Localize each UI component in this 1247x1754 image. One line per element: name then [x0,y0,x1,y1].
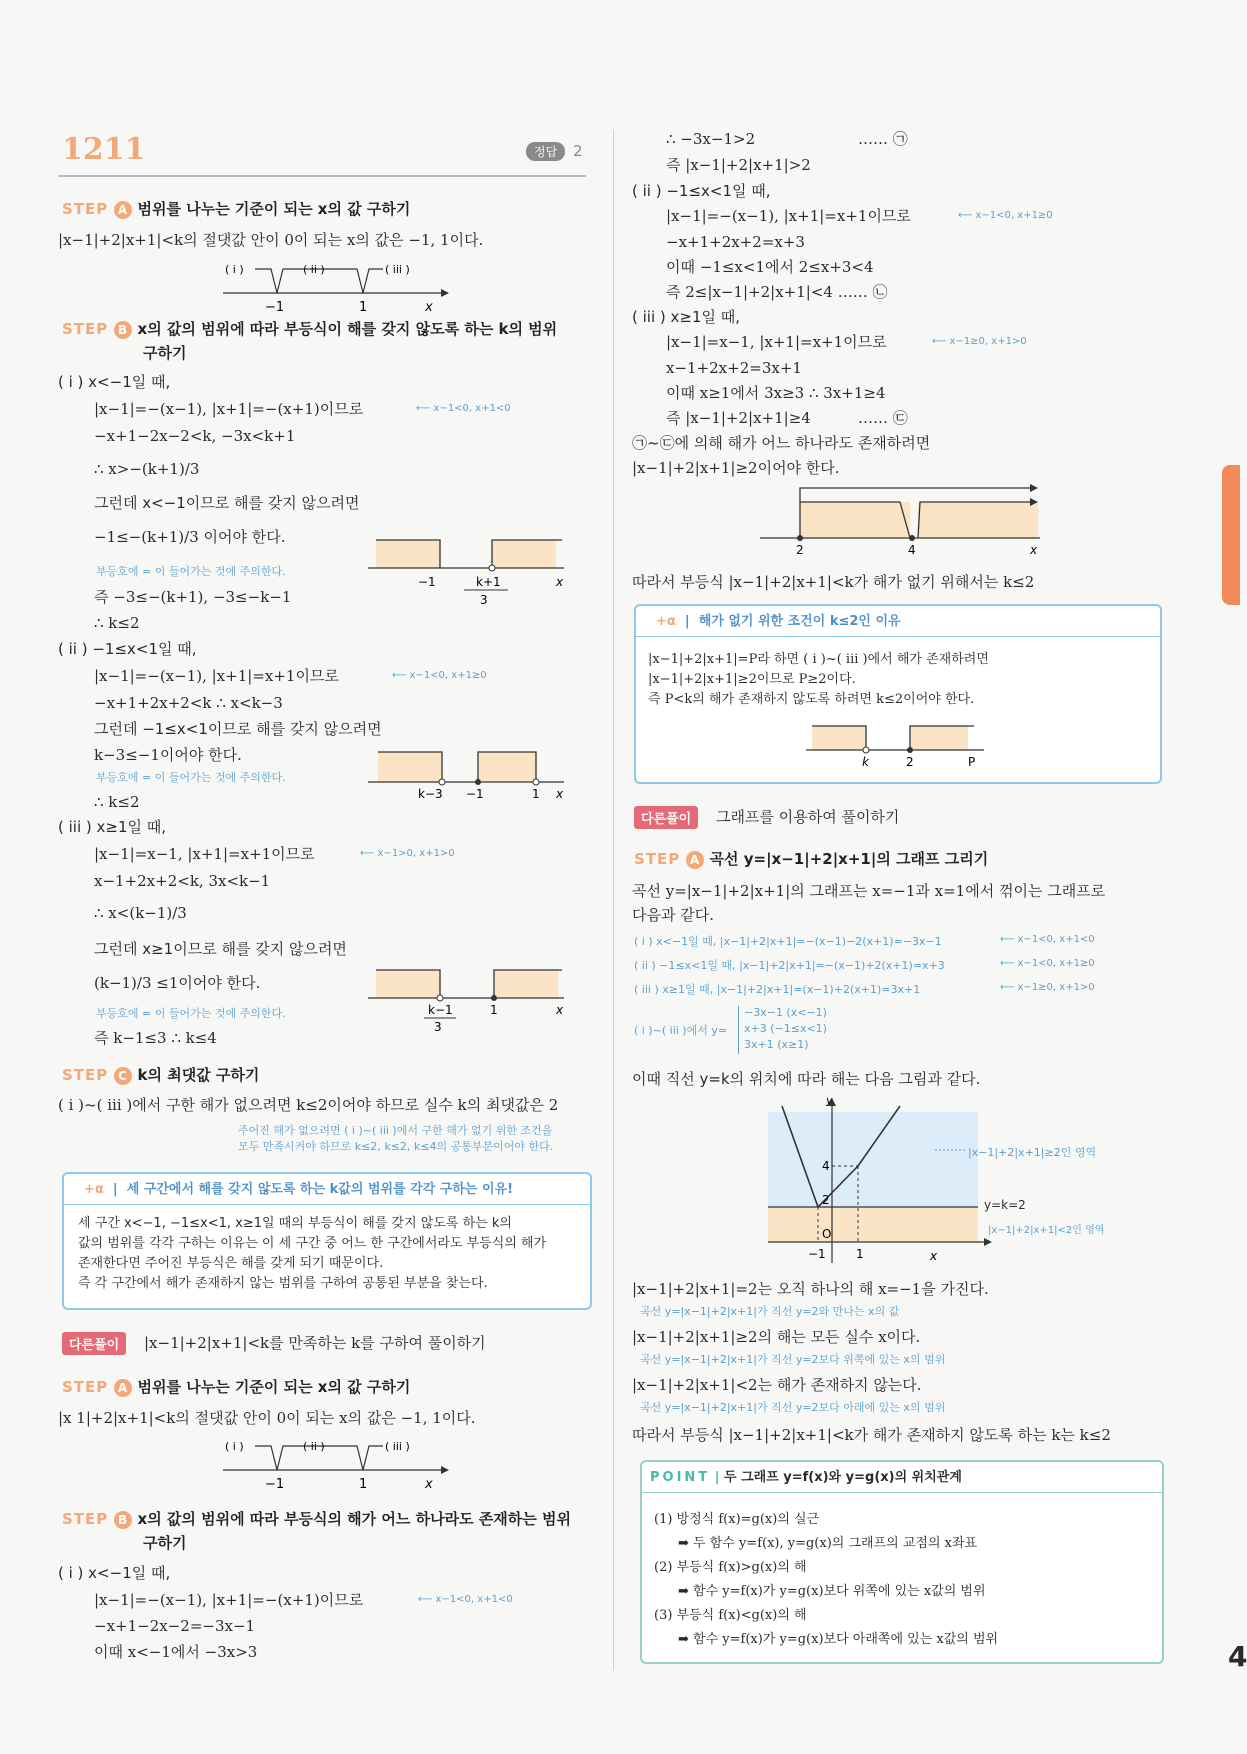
r-c4: 따라서 부등식 |x−1|+2|x+1|<k가 해가 존재하지 않도록 하는 k는 k≤2 [632,1426,1111,1444]
nl-label-i: ( i ) [225,263,244,276]
nl-label-iii: ( iii ) [385,263,410,276]
alt1-nl-iii: ( iii ) [385,1440,410,1453]
alt-solution-1-title: |x−1|+2|x+1|<k를 만족하는 k를 구하여 풀이하기 [144,1334,486,1352]
nl-minus-one: −1 [265,300,285,315]
case1-g-3: 3 [480,593,488,607]
r-pw-a: −3x−1 (x<−1) [744,1006,827,1019]
alt1-number-line [215,1432,455,1492]
case1-side: ⟵ x−1<0, x+1<0 [416,403,511,414]
nl-label-ii: ( ii ) [303,263,325,276]
gr-x: x [930,1249,938,1263]
nl-x: x [425,300,433,315]
b2-k: k [862,755,869,769]
r-case3-l4: 즉 |x−1|+2|x+1|≥4 [666,409,811,427]
alt1-case1-side: ⟵ x−1<0, x+1<0 [418,1594,513,1605]
r-p1: ( i ) x<−1일 때, |x−1|+2|x+1|=−(x−1)−2(x+1)=−3x−1 [634,935,942,948]
case2-graph [368,742,578,804]
r-s2: 다음과 같다. [632,906,714,924]
header-rule [58,175,586,177]
r-case2-l3: 이때 −1≤x<1에서 2≤x+3<4 [666,258,874,276]
answer-value: 2 [573,142,583,160]
step-c-note2: 모두 만족시켜야 하므로 k≤2, k≤2, k≤4의 공통부분이어야 한다. [238,1140,554,1153]
alt1-case1-line2: −x+1−2x−2=−3x−1 [94,1617,256,1635]
case3-head: ( iii ) x≥1일 때, [58,818,167,836]
case2-line3: 그런데 −1≤x<1이므로 해를 갖지 않으려면 [94,720,382,738]
b2-P: P [968,755,976,769]
r-case3-side: ⟵ x−1≥0, x+1>0 [932,336,1027,347]
r-c2: |x−1|+2|x+1|≥2의 해는 모든 실수 x이다. [632,1328,921,1346]
case1-g-x: x [556,575,564,589]
reason-box-1-l1: 세 구간 x<−1, −1≤x<1, x≥1일 때의 부등식이 해를 갖지 않도록 하는 k의 [78,1216,512,1231]
case3-line3: ∴ x<(k−1)/3 [94,904,187,922]
r-pw-b: x+3 (−1≤x<1) [744,1022,827,1035]
alt1-step-a-text: |x 1|+2|x+1|<k의 절댓값 안이 0이 되는 x의 값은 −1, 1이다. [58,1409,476,1427]
case1-g-k1: k+1 [476,575,501,589]
answer-label: 정답 [534,145,558,159]
r-case3-l1: |x−1|=x−1, |x+1|=x+1이므로 [666,333,887,351]
reason-box-2-graph [796,714,1016,772]
case1-line4: 그런데 x<−1이므로 해를 갖지 않으려면 [94,494,360,512]
case2-note: 부등호에 = 이 들어가는 것에 주의한다. [96,771,286,784]
alt1-nl-m1: −1 [265,1477,285,1492]
r-c2-note: 곡선 y=|x−1|+2|x+1|가 직선 y=2보다 위쪽에 있는 x의 범위 [640,1353,946,1366]
reason-box-2-title: +α | 해가 없기 위한 조건이 k≤2인 이유 [656,614,901,629]
r-case3-tag: …… ㉢ [858,409,908,427]
r-p2: ( ii ) −1≤x<1일 때, |x−1|+2|x+1|=−(x−1)+2(x+1)=x+3 [634,959,945,972]
step-c-text: ( i )~( iii )에서 구한 해가 없으려면 k≤2이어야 하므로 실수 k의 최댓값은 2 [58,1096,559,1114]
case3-line5: (k−1)/3 ≤1이어야 한다. [94,974,261,992]
case3-side: ⟵ x−1>0, x+1>0 [360,848,455,859]
alt1-nl-1: 1 [359,1477,368,1492]
case3-line1: |x−1|=x−1, |x+1|=x+1이므로 [94,845,315,863]
case1-g-minus1: −1 [418,575,436,589]
reason-box-1-l3: 존재한다면 주어진 부등식은 해를 갖게 되기 때문이다. [78,1256,384,1271]
reason-box-2-l2: |x−1|+2|x+1|≥2이므로 P≥2이다. [648,672,856,687]
gr-region-above: |x−1|+2|x+1|≥2인 영역 [968,1146,1097,1159]
r-p3-side: ⟵ x−1≥0, x+1>0 [1000,982,1095,993]
point-box [640,1460,1164,1664]
case3-graph [368,958,578,1034]
r-p1-side: ⟵ x−1<0, x+1<0 [1000,934,1095,945]
r-c3-note: 곡선 y=|x−1|+2|x+1|가 직선 y=2보다 아래에 있는 x의 범위 [640,1401,946,1414]
point-box-title: POINT | 두 그래프 y=f(x)와 y=g(x)의 위치관계 [650,1470,962,1485]
reason-box-2-l3: 즉 P<k의 해가 존재하지 않도록 하려면 k≤2이어야 한다. [648,692,975,707]
r-c1: |x−1|+2|x+1|=2는 오직 하나의 해 x=−1을 가진다. [632,1280,989,1298]
case1-line6: 즉 −3≤−(k+1), −3≤−k−1 [94,588,292,606]
step-b-heading: STEP B x의 값의 범위에 따라 부등식이 해를 갖지 않도록 하는 k의 범위 [62,320,558,338]
case2-line4: k−3≤−1이어야 한다. [94,746,242,764]
step-a-text: |x−1|+2|x+1|<k의 절댓값 안이 0이 되는 x의 값은 −1, 1이다. [58,231,484,249]
column-divider [613,130,614,1670]
alt1-case1-head: ( i ) x<−1일 때, [58,1564,171,1582]
point-2: (2) 부등식 f(x)>g(x)의 해 [654,1560,807,1575]
case3-g-x: x [556,1003,564,1017]
case3-g-3: 3 [434,1020,442,1034]
r-case3-head: ( iii ) x≥1일 때, [632,308,741,326]
case1-line1: |x−1|=−(x−1), |x+1|=−(x+1)이므로 [94,400,364,418]
r-case3-l2: x−1+2x+2=3x+1 [666,359,802,377]
step-a-heading: STEP A 범위를 나누는 기준이 되는 x의 값 구하기 [62,200,411,218]
step-c-heading: STEP C k의 최댓값 구하기 [62,1066,260,1084]
b2-2: 2 [906,755,914,769]
case3-line2: x−1+2x+2<k, 3x<k−1 [94,872,271,890]
r-number-line-graph [700,480,1060,558]
case3-line6: 즉 k−1≤3 ∴ k≤4 [94,1029,217,1047]
gr-m1: −1 [808,1247,826,1261]
answer-badge [526,142,565,161]
r-p2-side: ⟵ x−1<0, x+1≥0 [1000,958,1095,969]
case2-g-1: 1 [532,787,540,801]
r-c1-note: 곡선 y=|x−1|+2|x+1|가 직선 y=2와 만나는 x의 값 [640,1305,900,1318]
alt1-nl-x: x [425,1477,433,1492]
r-g-4: 4 [908,543,916,557]
r-s3: 이때 직선 y=k의 위치에 따라 해는 다음 그림과 같다. [632,1070,981,1088]
case3-line4: 그런데 x≥1이므로 해를 갖지 않으려면 [94,940,347,958]
point-3b: ➡ 함수 y=f(x)가 y=g(x)보다 아래쪽에 있는 x값의 범위 [678,1632,999,1647]
alt1-step-b-heading-2: 구하기 [143,1534,187,1552]
r-p3: ( iii ) x≥1일 때, |x−1|+2|x+1|=(x−1)+2(x+1)=3x+1 [634,983,921,996]
r-step-a-heading: STEP A 곡선 y=|x−1|+2|x+1|의 그래프 그리기 [634,850,989,868]
case1-line5: −1≤−(k+1)/3 이어야 한다. [94,528,286,546]
r-line2: 즉 |x−1|+2|x+1|>2 [666,156,811,174]
problem-number: 1211 [62,132,146,167]
case2-line5: ∴ k≤2 [94,793,140,811]
case1-line7: ∴ k≤2 [94,614,140,632]
alt1-nl-ii: ( ii ) [303,1440,325,1453]
step-c-note1: 주어진 해가 없으려면 ( i )~( iii )에서 구한 해가 없기 위한 조건을 [238,1124,553,1137]
reason-box-1-l4: 즉 각 구간에서 해가 존재하지 않는 범위를 구하여 공통된 부분을 찾는다. [78,1276,488,1291]
alt1-nl-i: ( i ) [225,1440,244,1453]
reason-box-1-title: +α | 세 구간에서 해를 갖지 않도록 하는 k값의 범위를 각각 구하는 이유! [84,1182,514,1197]
r-g-2: 2 [796,543,804,557]
case1-note: 부등호에 = 이 들어가는 것에 주의한다. [96,565,286,578]
case2-line1: |x−1|=−(x−1), |x+1|=x+1이므로 [94,667,339,685]
r-pw-c: 3x+1 (x≥1) [744,1038,809,1051]
alt1-case1-line1: |x−1|=−(x−1), |x+1|=−(x+1)이므로 [94,1591,364,1609]
r-pw-lead: ( i )~( iii )에서 y= [634,1024,728,1037]
gr-y: y [826,1094,833,1107]
point-3: (3) 부등식 f(x)<g(x)의 해 [654,1608,807,1623]
r-c3: |x−1|+2|x+1|<2는 해가 존재하지 않는다. [632,1376,922,1394]
case1-head: ( i ) x<−1일 때, [58,373,171,391]
gr-O: O [822,1227,832,1241]
r-case2-l1: |x−1|=−(x−1), |x+1|=x+1이므로 [666,207,911,225]
case2-head: ( ii ) −1≤x<1일 때, [58,640,197,658]
page-number: 4 [1228,1640,1247,1673]
r-pw-brace [738,1006,741,1054]
r-function-graph [760,1094,1080,1268]
r-line1: ∴ −3x−1>2 [666,130,756,148]
alt1-case1-line3: 이때 x<−1에서 −3x>3 [94,1643,258,1661]
alt-solution-tag-2: 다른풀이 [634,806,698,829]
alt1-step-a-heading: STEP A 범위를 나누는 기준이 되는 x의 값 구하기 [62,1378,411,1396]
case1-line2: −x+1−2x−2<k, −3x<k+1 [94,427,296,445]
case2-g-k3: k−3 [418,787,443,801]
reason-box-1-l2: 값의 범위를 각각 구하는 이유는 이 세 구간 중 어느 한 구간에서라도 부등식의 해가 [78,1236,547,1251]
gr-4: 4 [822,1159,830,1173]
case3-g-1: 1 [490,1003,498,1017]
gr-line-label: y=k=2 [984,1198,1026,1212]
r-case2-side: ⟵ x−1<0, x+1≥0 [958,210,1053,221]
r-line1-tag: …… ㉠ [858,130,908,148]
reason-box-2-l1: |x−1|+2|x+1|=P라 하면 ( i )~( iii )에서 해가 존재하려면 [648,652,989,667]
r-case2-l2: −x+1+2x+2=x+3 [666,233,805,251]
gr-region-below: |x−1|+2|x+1|<2인 영역 [988,1225,1105,1236]
step-b-heading-2: 구하기 [143,344,187,362]
gr-2: 2 [822,1193,830,1207]
case2-g-x: x [556,787,564,801]
reason-box-1 [62,1172,592,1310]
case2-side: ⟵ x−1<0, x+1≥0 [392,670,487,681]
r-case3-l3: 이때 x≥1에서 3x≥3 ∴ 3x+1≥4 [666,384,886,402]
reason-box-2 [634,604,1162,784]
r-conclusion1: ㉠~㉢에 의해 해가 어느 하나라도 존재하려면 [632,434,931,452]
point-1b: ➡ 두 함수 y=f(x), y=g(x)의 그래프의 교점의 x좌표 [678,1536,978,1551]
point-1: (1) 방정식 f(x)=g(x)의 실근 [654,1512,820,1527]
alt1-step-b-heading: STEP B x의 값의 범위에 따라 부등식의 해가 어느 하나라도 존재하는 범위 [62,1510,571,1528]
r-case2-head: ( ii ) −1≤x<1일 때, [632,182,771,200]
point-2b: ➡ 함수 y=f(x)가 y=g(x)보다 위쪽에 있는 x값의 범위 [678,1584,986,1599]
alt-solution-2-title: 그래프를 이용하여 풀이하기 [716,808,900,826]
r-s1: 곡선 y=|x−1|+2|x+1|의 그래프는 x=−1과 x=1에서 꺾이는 그래프로 [632,882,1106,900]
case1-line3: ∴ x>−(k+1)/3 [94,460,200,478]
alt-solution-tag-1: 다른풀이 [62,1332,126,1355]
case2-g-minus1: −1 [466,787,484,801]
number-line-intervals [215,255,455,315]
case3-note: 부등호에 = 이 들어가는 것에 주의한다. [96,1007,286,1020]
gr-1: 1 [856,1247,864,1261]
r-conclusion2: |x−1|+2|x+1|≥2이어야 한다. [632,459,840,477]
r-case2-l4: 즉 2≤|x−1|+2|x+1|<4 …… ㉡ [666,283,888,301]
r-g-x: x [1030,543,1038,557]
edge-tab [1222,465,1240,605]
case3-g-k1: k−1 [428,1003,453,1017]
case2-line2: −x+1+2x+2<k ∴ x<k−3 [94,694,283,712]
case1-graph [368,528,578,610]
r-conclusion3: 따라서 부등식 |x−1|+2|x+1|<k가 해가 없기 위해서는 k≤2 [632,573,1035,591]
nl-one: 1 [359,300,368,315]
